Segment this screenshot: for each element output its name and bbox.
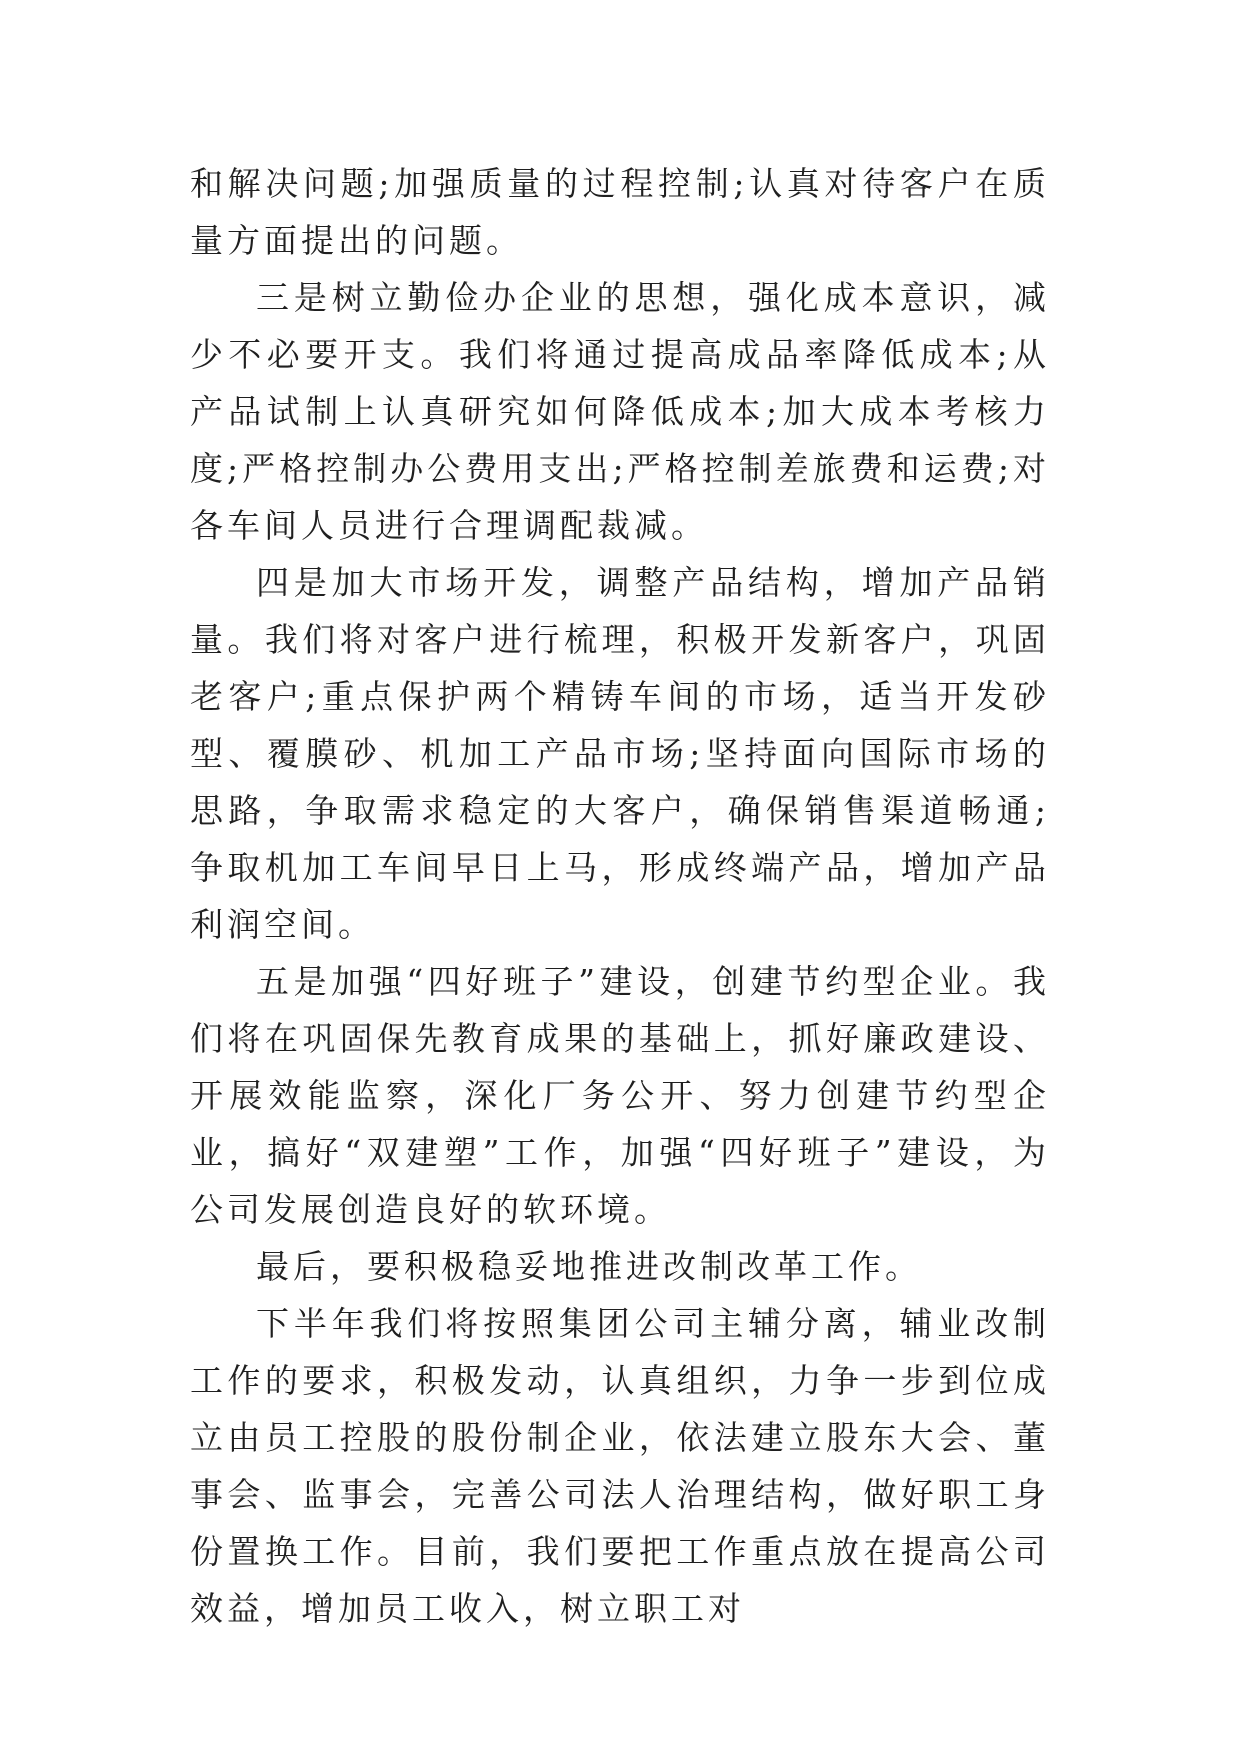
document-body <box>190 155 1050 1637</box>
paragraph-market-development: 四是加大市场开发，调整产品结构，增加产品销量。我们将对客户进行梳理，积极开发新客户，巩固老客户;重点保护两个精铸车间的市场，适当开发砂型、覆膜砂、机加工产品市场;坚持面向国际市场的思路，争取需求稳定的大客户，确保销售渠道畅通;争取机加工车间早日上马，形成终端产品，增加产品利润空间。 <box>190 563 1050 944</box>
paragraph-leadership-building: 五是加强“四好班子”建设，创建节约型企业。我们将在巩固保先教育成果的基础上，抓好廉政建设、开展效能监察，深化厂务公开、努力创建节约型企业，搞好“双建塑”工作，加强“四好班子”建设，为公司发展创造良好的软环境。 <box>190 962 1050 1229</box>
paragraph-continuation: 和解决问题;加强质量的过程控制;认真对待客户在质量方面提出的问题。 <box>190 164 1050 260</box>
paragraph-cost-control: 三是树立勤俭办企业的思想，强化成本意识，减少不必要开支。我们将通过提高成品率降低成本;从产品试制上认真研究如何降低成本;加大成本考核力度;严格控制办公费用支出;严格控制差旅费和运费;对各车间人员进行合理调配裁减。 <box>190 278 1050 545</box>
paragraph-reform-heading: 最后，要积极稳妥地推进改制改革工作。 <box>256 1247 922 1286</box>
paragraph-reform-plan: 下半年我们将按照集团公司主辅分离，辅业改制工作的要求，积极发动，认真组织，力争一步到位成立由员工控股的股份制企业，依法建立股东大会、董事会、监事会，完善公司法人治理结构，做好职工身份置换工作。目前，我们要把工作重点放在提高公司效益，增加员工收入，树立职工对 <box>190 1304 1050 1628</box>
